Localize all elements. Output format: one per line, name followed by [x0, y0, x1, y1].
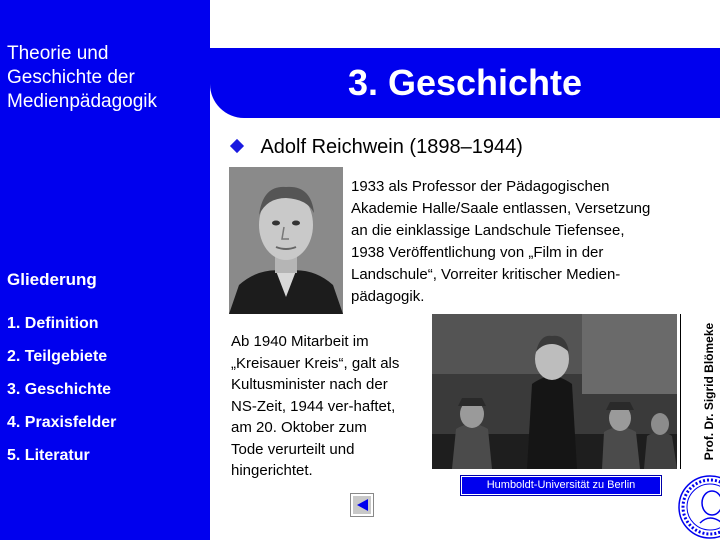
- portrait-photo: [229, 167, 343, 314]
- paragraph-line: am 20. Oktober zum: [231, 419, 367, 436]
- paragraph-line: Kultusminister nach der: [231, 376, 388, 393]
- trial-photo: [432, 314, 677, 469]
- menu-item-teilgebiete[interactable]: 2. Teilgebiete: [7, 348, 108, 365]
- left-triangle-icon: [357, 499, 368, 511]
- menu-item-literatur[interactable]: 5. Literatur: [7, 447, 90, 464]
- bullet-heading-text: Adolf Reichwein (1898–1944): [260, 136, 523, 158]
- sidebar: [0, 0, 210, 540]
- paragraph-line: hingerichtet.: [231, 462, 313, 479]
- bullet-heading: [232, 136, 523, 159]
- institution-label: Humboldt-Universität zu Berlin: [461, 476, 661, 495]
- paragraph-line: „Kreisauer Kreis“, galt als: [231, 354, 400, 372]
- biography-paragraph-1: [351, 176, 717, 308]
- paragraph-line: Landschule“, Vorreiter kritischer Medien-: [351, 266, 621, 283]
- paragraph-line: Ab 1940 Mitarbeit im: [231, 333, 369, 350]
- title-bar: [210, 48, 720, 118]
- course-title-line: Geschichte der: [7, 67, 135, 88]
- paragraph-line: 1933 als Professor der Pädagogischen: [351, 178, 610, 195]
- slide-title: 3. Geschichte: [347, 62, 583, 103]
- paragraph-line: pädagogik.: [351, 288, 425, 305]
- course-title-line: Medienpädagogik: [7, 91, 158, 112]
- menu-item-geschichte[interactable]: 3. Geschichte: [7, 381, 112, 398]
- paragraph-line: NS-Zeit, 1944 ver-haftet,: [231, 397, 396, 415]
- outline-menu: [7, 314, 116, 479]
- paragraph-line: an die einklassige Landschule Tiefensee,: [351, 222, 625, 239]
- menu-item-praxisfelder[interactable]: 4. Praxisfelder: [7, 414, 117, 431]
- paragraph-line: Akademie Halle/Saale entlassen, Versetzung: [351, 200, 651, 217]
- menu-item-definition[interactable]: 1. Definition: [7, 315, 99, 332]
- course-title-line: Theorie und: [7, 43, 109, 64]
- paragraph-line: Tode verurteilt und: [231, 440, 355, 458]
- author-label: Prof. Dr. Sigrid Blömeke: [702, 322, 716, 461]
- university-seal-icon: [676, 473, 720, 540]
- paragraph-line: 1938 Veröffentlichung von „Film in der: [351, 244, 604, 261]
- biography-paragraph-2: [231, 331, 431, 482]
- course-title: [7, 42, 207, 114]
- diamond-bullet-icon: [230, 139, 244, 153]
- author-credit: [680, 314, 720, 469]
- menu-heading: Gliederung: [7, 270, 97, 289]
- back-button[interactable]: [351, 494, 373, 516]
